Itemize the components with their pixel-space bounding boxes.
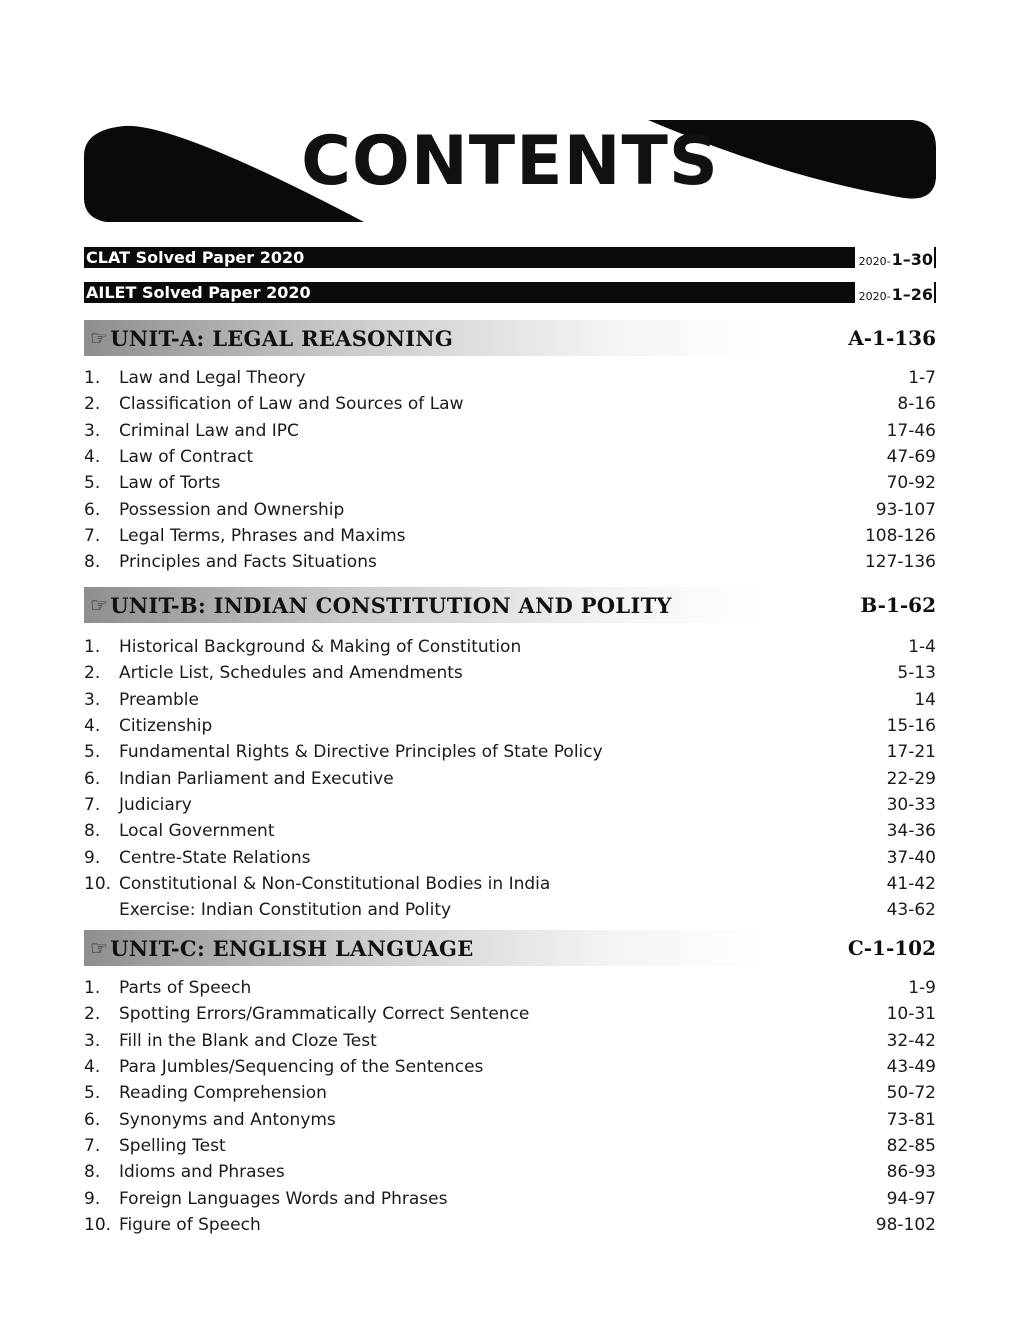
chapter-row: 5. Reading Comprehension 50-72 [84, 1083, 936, 1104]
chapter-row: 8. Idioms and Phrases 86-93 [84, 1162, 936, 1183]
chapter-row: 4. Law of Contract 47-69 [84, 447, 936, 468]
chapter-row: 1. Historical Background & Making of Constitution 1-4 [84, 637, 936, 658]
chapter-row: 1. Parts of Speech 1-9 [84, 978, 936, 999]
chapter-row: 4. Citizenship 15-16 [84, 716, 936, 737]
chapter-row: 3. Preamble 14 [84, 689, 936, 710]
unit-a-header [84, 320, 936, 356]
chapter-row: 10. Constitutional & Non-Constitutional Bodies in India 41-42 [84, 873, 936, 894]
solved-paper-pages: 2020- 1–30 [855, 247, 934, 268]
solved-paper-row [84, 247, 936, 268]
chapter-row: 5. Fundamental Rights & Directive Principles of State Policy 17-21 [84, 742, 936, 763]
unit-page-range: B-1-62 [860, 593, 936, 617]
chapter-row: 3. Fill in the Blank and Cloze Test 32-42 [84, 1030, 936, 1051]
chapter-row: 6. Indian Parliament and Executive 22-29 [84, 768, 936, 789]
chapter-row: 8. Local Government 34-36 [84, 821, 936, 842]
chapter-row: 7. Judiciary 30-33 [84, 794, 936, 815]
solved-paper-pages: 2020- 1–26 [855, 282, 934, 303]
chapter-row: 4. Para Jumbles/Sequencing of the Sentences 43-49 [84, 1057, 936, 1078]
chapter-row: 2. Classification of Law and Sources of Law 8-16 [84, 394, 936, 415]
unit-a-chapter-list [84, 365, 936, 575]
chapter-row: 9. Centre-State Relations 37-40 [84, 847, 936, 868]
chapter-row: 1. Law and Legal Theory 1-7 [84, 368, 936, 389]
chapter-row: 10. Figure of Speech 98-102 [84, 1214, 936, 1235]
unit-c-chapter-list [84, 975, 936, 1238]
unit-title: UNIT-C: ENGLISH LANGUAGE [110, 935, 474, 961]
unit-b-header [84, 587, 936, 623]
unit-b-chapter-list [84, 634, 936, 923]
chapter-row: 9. Foreign Languages Words and Phrases 94-97 [84, 1188, 936, 1209]
pointing-hand-icon: ☞ [90, 593, 109, 617]
chapter-row: 6. Synonyms and Antonyms 73-81 [84, 1109, 936, 1130]
pointing-hand-icon: ☞ [90, 936, 109, 960]
chapter-row: 2. Article List, Schedules and Amendments 5-13 [84, 663, 936, 684]
chapter-row: 7. Spelling Test 82-85 [84, 1135, 936, 1156]
chapter-row: 3. Criminal Law and IPC 17-46 [84, 420, 936, 441]
solved-paper-row [84, 282, 936, 303]
unit-page-range: C-1-102 [847, 936, 936, 960]
chapter-row: 2. Spotting Errors/Grammatically Correct Sentence 10-31 [84, 1004, 936, 1025]
unit-page-range: A-1-136 [848, 326, 936, 350]
chapter-row: 5. Law of Torts 70-92 [84, 473, 936, 494]
solved-paper-label: CLAT Solved Paper 2020 [86, 248, 305, 267]
chapter-row: 7. Legal Terms, Phrases and Maxims 108-126 [84, 525, 936, 546]
unit-title: UNIT-A: LEGAL REASONING [110, 325, 454, 351]
chapter-row: 6. Possession and Ownership 93-107 [84, 499, 936, 520]
solved-paper-label: AILET Solved Paper 2020 [86, 283, 311, 302]
chapter-row: Exercise: Indian Constitution and Polity 43-62 [119, 900, 936, 921]
pointing-hand-icon: ☞ [90, 326, 109, 350]
chapter-row: 8. Principles and Facts Situations 127-136 [84, 552, 936, 573]
unit-title: UNIT-B: INDIAN CONSTITUTION AND POLITY [110, 592, 672, 618]
page-title: CONTENTS [301, 122, 719, 201]
unit-c-header [84, 930, 936, 966]
